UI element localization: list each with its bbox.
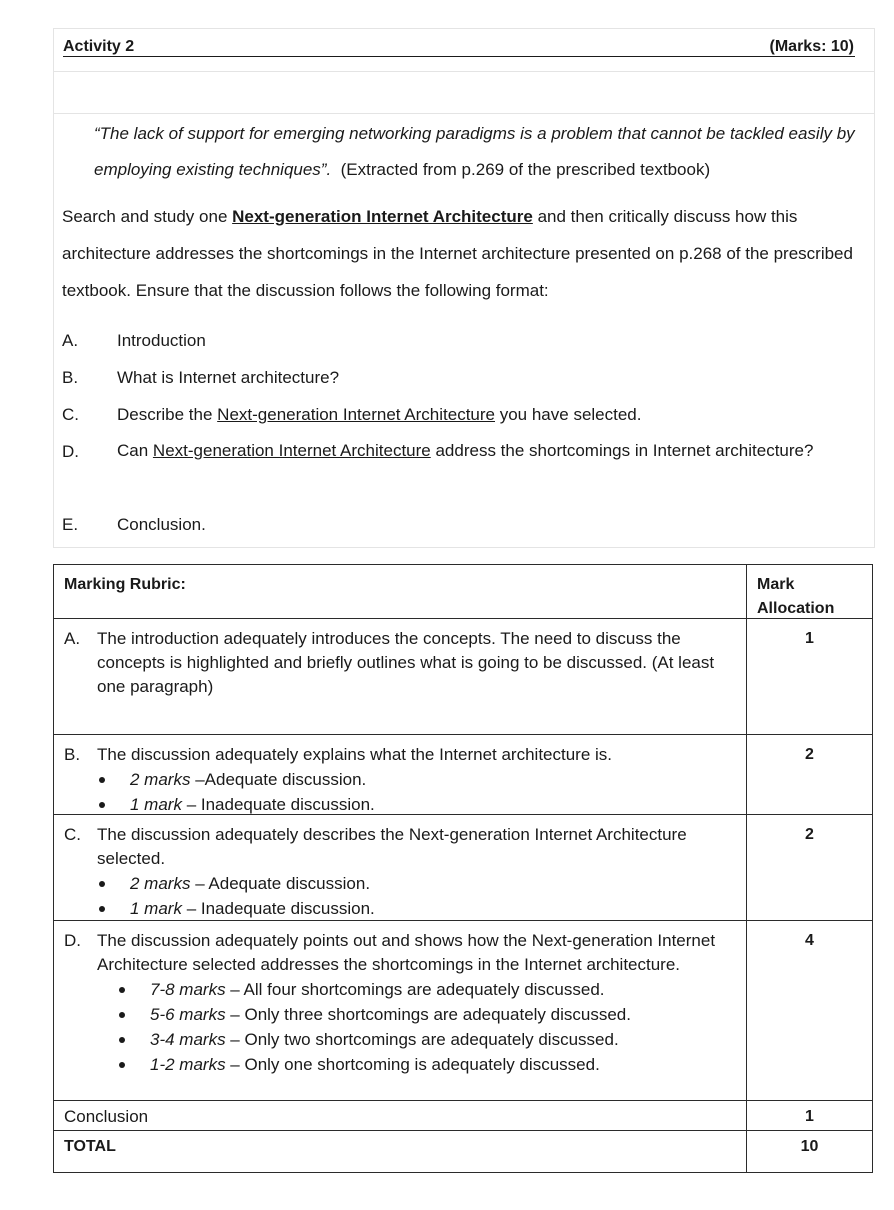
para-before: Search and study one	[62, 207, 233, 226]
list-underlined-term: Next-generation Internet Architecture	[152, 441, 431, 460]
list-letter: C.	[62, 405, 79, 424]
bullet-marks: 2 marks	[130, 770, 191, 789]
bullet-marks: 1 mark	[130, 795, 182, 814]
quote-block	[94, 116, 864, 188]
criterion-text: The discussion adequately points out and shows how the Next-generation Internet Architecture selected addresses the shortcomings in the Internet architecture.	[97, 931, 716, 974]
bullet-item	[64, 1027, 734, 1052]
criterion-text: The introduction adequately introduces the concepts. The need to discuss the concepts is highlighted and briefly outlines what is going to be discussed. (At least one paragraph)	[97, 629, 715, 696]
criterion-text: The discussion adequately explains what the Internet architecture is.	[97, 745, 613, 764]
bullet-text	[150, 1002, 631, 1027]
list-item	[62, 506, 862, 543]
list-text	[117, 433, 837, 469]
bullet-dot	[99, 881, 105, 887]
list-letter: D.	[62, 442, 79, 461]
criterion-letter: B.	[64, 745, 81, 764]
bullet-text	[150, 1052, 600, 1077]
list-letter: B.	[62, 368, 79, 387]
table-row	[54, 619, 872, 735]
bullet-text	[130, 871, 370, 896]
list-text-pre: Can	[117, 441, 153, 460]
list-item	[62, 322, 862, 359]
bullet-item	[64, 871, 734, 896]
header-underline	[63, 56, 855, 57]
instruction-paragraph	[62, 198, 862, 309]
bullet-item	[64, 767, 734, 792]
bullet-dot	[99, 906, 105, 912]
activity-header-row	[54, 29, 874, 72]
list-text: What is Internet architecture?	[117, 368, 340, 387]
bullet-text	[130, 896, 375, 921]
criterion-letter: D.	[64, 931, 81, 950]
bullet-item	[64, 1002, 734, 1027]
bullet-dot	[99, 777, 105, 783]
bullet-item	[64, 792, 734, 817]
list-text: Conclusion.	[117, 515, 206, 534]
list-text: Introduction	[117, 331, 206, 350]
conclusion-label: Conclusion	[64, 1107, 149, 1126]
bullet-text	[130, 767, 366, 792]
bullet-marks: 1 mark	[130, 899, 182, 918]
rubric-header-row	[54, 565, 872, 619]
list-text	[117, 396, 837, 433]
criterion-text: The discussion adequately describes the Next-generation Internet Architecture selected.	[97, 825, 687, 868]
criterion-letter: C.	[64, 825, 81, 844]
total-label: TOTAL	[64, 1138, 116, 1155]
quote-source: (Extracted from p.269 of the prescribed textbook)	[340, 160, 711, 179]
para-bold-term: Next-generation Internet Architecture	[232, 207, 533, 226]
conclusion-mark: 1	[805, 1108, 814, 1125]
bullet-desc: – Adequate discussion.	[190, 874, 371, 893]
table-row	[54, 735, 872, 815]
bullet-text	[130, 792, 375, 817]
total-mark: 10	[800, 1138, 819, 1155]
bullet-desc: – Inadequate discussion.	[181, 899, 375, 918]
bullet-desc: – Only three shortcomings are adequately discussed.	[225, 1005, 631, 1024]
bullet-marks: 3-4 marks	[150, 1030, 226, 1049]
bullet-text	[150, 1027, 619, 1052]
format-list	[62, 322, 862, 543]
criterion-cell	[64, 743, 734, 817]
conclusion-row	[54, 1101, 872, 1131]
activity-title: Activity 2	[63, 38, 135, 55]
marking-rubric-table	[53, 564, 873, 1173]
list-text-pre: Describe the	[117, 405, 218, 424]
mark-allocation-header: Mark Allocation	[757, 576, 835, 617]
rubric-header-label: Marking Rubric:	[64, 576, 186, 593]
criterion-cell	[64, 627, 734, 699]
criterion-cell	[64, 823, 734, 921]
criterion-text-block	[64, 743, 734, 767]
quote-text: “The lack of support for emerging networking paradigms is a problem that cannot be tackled easily by employing existing techniques”.	[94, 124, 855, 179]
bullet-marks: 1-2 marks	[150, 1055, 226, 1074]
criterion-cell	[64, 929, 734, 1077]
bullet-dot	[99, 802, 105, 808]
bullet-dot	[119, 1037, 125, 1043]
bullet-item	[64, 977, 734, 1002]
criterion-letter: A.	[64, 629, 81, 648]
activity-marks: (Marks: 10)	[769, 38, 854, 55]
bullet-dot	[119, 987, 125, 993]
bullet-text	[150, 977, 605, 1002]
bullet-item	[64, 896, 734, 921]
list-text-post: address the shortcomings in Internet architecture?	[430, 441, 814, 460]
list-item	[62, 359, 862, 396]
bullet-desc: – Only one shortcoming is adequately discussed.	[225, 1055, 600, 1074]
bullet-desc: –Adequate discussion.	[190, 770, 367, 789]
bullet-dot	[119, 1062, 125, 1068]
mark-cell: 2	[805, 826, 814, 843]
bullet-marks: 2 marks	[130, 874, 191, 893]
mark-cell: 2	[805, 746, 814, 763]
mark-cell: 4	[805, 932, 814, 949]
bullet-desc: – Inadequate discussion.	[181, 795, 375, 814]
bullet-item	[64, 1052, 734, 1077]
bullet-desc: – Only two shortcomings are adequately discussed.	[225, 1030, 619, 1049]
list-letter: E.	[62, 515, 79, 534]
list-item	[62, 396, 862, 433]
criterion-text-block	[64, 627, 734, 699]
table-row	[54, 815, 872, 921]
bullet-marks: 7-8 marks	[150, 980, 226, 999]
list-item	[62, 433, 862, 506]
bullet-dot	[119, 1012, 125, 1018]
criterion-text-block	[64, 823, 734, 871]
list-text-post: you have selected.	[495, 405, 642, 424]
bullet-marks: 5-6 marks	[150, 1005, 226, 1024]
total-row	[54, 1131, 872, 1172]
blank-row	[54, 71, 874, 114]
criterion-text-block	[64, 929, 734, 977]
list-letter: A.	[62, 331, 79, 350]
mark-cell: 1	[805, 630, 814, 647]
table-row	[54, 921, 872, 1101]
bullet-desc: – All four shortcomings are adequately discussed.	[225, 980, 605, 999]
para-after: and then critically discuss how this architecture addresses the shortcomings in the Internet architecture presented on p.268 of the prescribed textbook. Ensure that the discussion follows the following format:	[62, 207, 853, 300]
list-underlined-term: Next-generation Internet Architecture	[217, 405, 495, 424]
